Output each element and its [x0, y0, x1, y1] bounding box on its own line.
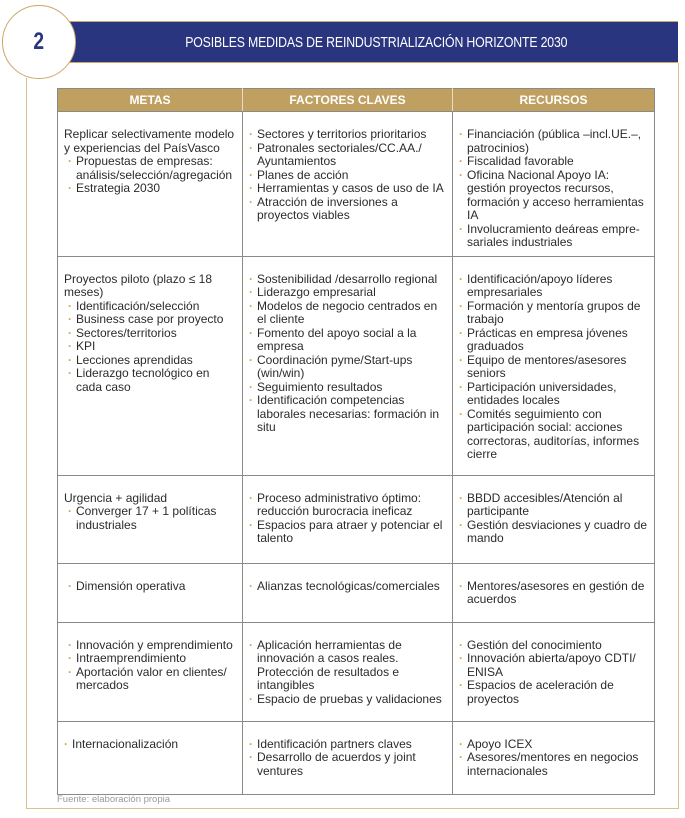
- list-item: · Business case por proyecto: [68, 313, 236, 327]
- list-item: · BBDD accesibles/Atención al participante: [459, 492, 648, 519]
- cell-factores: [243, 112, 453, 257]
- cell-factores: [243, 475, 453, 563]
- list-item: · Identificación/apoyo líderes empresariales: [459, 273, 648, 300]
- list-item: · Planes de acción: [249, 169, 446, 183]
- cell-recursos: [453, 112, 655, 257]
- list-item: · KPI: [68, 340, 236, 354]
- list-item: · Liderazgo empresarial: [249, 286, 446, 300]
- list-item: · Atracción de inversiones a proyectos viables: [249, 196, 446, 223]
- cell-recursos: [453, 563, 655, 622]
- list-item: · Dimensión operativa: [68, 580, 236, 594]
- cell-metas: [58, 563, 243, 622]
- cell-metas: [58, 112, 243, 257]
- list-item: · Internacionalización: [64, 738, 236, 752]
- list-item: · Aplicación herramientas de innovación a casos reales. Protección de resultados e intangibles: [249, 639, 446, 693]
- list-item: · Converger 17 + 1 políticas industriales: [68, 505, 236, 532]
- column-header-metas: METAS: [58, 89, 243, 112]
- list-item: · Alianzas tecnológicas/comerciales: [249, 580, 446, 594]
- list-item: · Desarrollo de acuerdos y joint ventures: [249, 751, 446, 778]
- cell-metas: [58, 256, 243, 475]
- number-badge: [2, 5, 76, 79]
- list-item: · Espacios para atraer y potenciar el talento: [249, 519, 446, 546]
- list-item: · Modelos de negocio centrados en el cliente: [249, 300, 446, 327]
- cell-lead-text: Proyectos piloto (plazo ≤ 18 meses): [64, 271, 212, 299]
- column-header-recursos: RECURSOS: [453, 89, 655, 112]
- title-banner: [50, 21, 678, 63]
- table-header-row: [58, 89, 655, 112]
- list-item: · Comités seguimiento con participación social: acciones correctoras, auditorías, informes cierre: [459, 408, 648, 462]
- list-item: · Involucramiento deáreas empre-sariales industriales: [459, 223, 648, 250]
- cell-recursos: [453, 721, 655, 794]
- list-item: · Lecciones aprendidas: [68, 354, 236, 368]
- list-item: · Fomento del apoyo social a la empresa: [249, 327, 446, 354]
- cell-metas: [58, 475, 243, 563]
- frame-bottom-line: [26, 808, 679, 809]
- list-item: · Financiación (pública –incl.UE.–, patrocinios): [459, 128, 648, 155]
- badge-number: 2: [33, 28, 45, 55]
- list-item: · Innovación abierta/apoyo CDTI/ ENISA: [459, 652, 648, 679]
- cell-metas: [58, 721, 243, 794]
- list-item: · Proceso administrativo óptimo: reducción burocracia ineficaz: [249, 492, 446, 519]
- list-item: · Identificación competencias laborales necesarias: formación in situ: [249, 394, 446, 435]
- page-title: POSIBLES MEDIDAS DE REINDUSTRIALIZACIÓN HORIZONTE 2030: [185, 33, 568, 51]
- table-row: [58, 622, 655, 721]
- cell-lead-text: Urgencia + agilidad: [64, 490, 168, 505]
- cell-metas: [58, 622, 243, 721]
- table-row: [58, 721, 655, 794]
- list-item: · Participación universidades, entidades locales: [459, 381, 648, 408]
- list-item: · Gestión desviaciones y cuadro de mando: [459, 519, 648, 546]
- list-item: · Sectores/territorios: [68, 327, 236, 341]
- list-item: · Estrategia 2030: [68, 182, 236, 196]
- list-item: · Espacio de pruebas y validaciones: [249, 693, 446, 707]
- list-item: · Identificación partners claves: [249, 738, 446, 752]
- list-item: · Patronales sectoriales/CC.AA./ Ayuntamientos: [249, 142, 446, 169]
- table-body: [58, 112, 655, 795]
- list-item: · Prácticas en empresa jóvenes graduados: [459, 327, 648, 354]
- cell-factores: [243, 721, 453, 794]
- list-item: · Fiscalidad favorable: [459, 155, 648, 169]
- list-item: · Aportación valor en clientes/ mercados: [68, 666, 236, 693]
- measures-table: [57, 88, 655, 795]
- list-item: · Oficina Nacional Apoyo IA: gestión proyectos recursos, formación y acceso herramientas IA: [459, 169, 648, 223]
- list-item: · Coordinación pyme/Start-ups (win/win): [249, 354, 446, 381]
- frame-left-line: [26, 78, 27, 808]
- cell-factores: [243, 622, 453, 721]
- list-item: · Identificación/selección: [68, 300, 236, 314]
- column-header-factores: FACTORES CLAVES: [243, 89, 453, 112]
- list-item: · Gestión del conocimiento: [459, 639, 648, 653]
- list-item: · Liderazgo tecnológico en cada caso: [68, 367, 236, 394]
- cell-factores: [243, 256, 453, 475]
- table-row: [58, 256, 655, 475]
- list-item: · Asesores/mentores en negocios internacionales: [459, 751, 648, 778]
- list-item: · Herramientas y casos de uso de IA: [249, 182, 446, 196]
- list-item: · Formación y mentoría grupos de trabajo: [459, 300, 648, 327]
- list-item: · Seguimiento resultados: [249, 381, 446, 395]
- cell-factores: [243, 563, 453, 622]
- list-item: · Mentores/asesores en gestión de acuerdos: [459, 580, 648, 607]
- table-row: [58, 475, 655, 563]
- table-row: [58, 563, 655, 622]
- list-item: · Sectores y territorios prioritarios: [249, 128, 446, 142]
- cell-recursos: [453, 622, 655, 721]
- list-item: · Sostenibilidad /desarrollo regional: [249, 273, 446, 287]
- cell-recursos: [453, 256, 655, 475]
- frame-right-line: [678, 63, 679, 809]
- list-item: · Apoyo ICEX: [459, 738, 648, 752]
- cell-recursos: [453, 475, 655, 563]
- list-item: · Propuestas de empresas: análisis/selección/agregación: [68, 155, 236, 182]
- table-row: [58, 112, 655, 257]
- source-note: Fuente: elaboración propia: [57, 794, 171, 805]
- list-item: · Innovación y emprendimiento: [68, 639, 236, 653]
- cell-lead-text: Replicar selectivamente modelo y experiencias del PaísVasco: [64, 127, 235, 155]
- list-item: · Equipo de mentores/asesores seniors: [459, 354, 648, 381]
- list-item: · Espacios de aceleración de proyectos: [459, 679, 648, 706]
- list-item: · Intraemprendimiento: [68, 652, 236, 666]
